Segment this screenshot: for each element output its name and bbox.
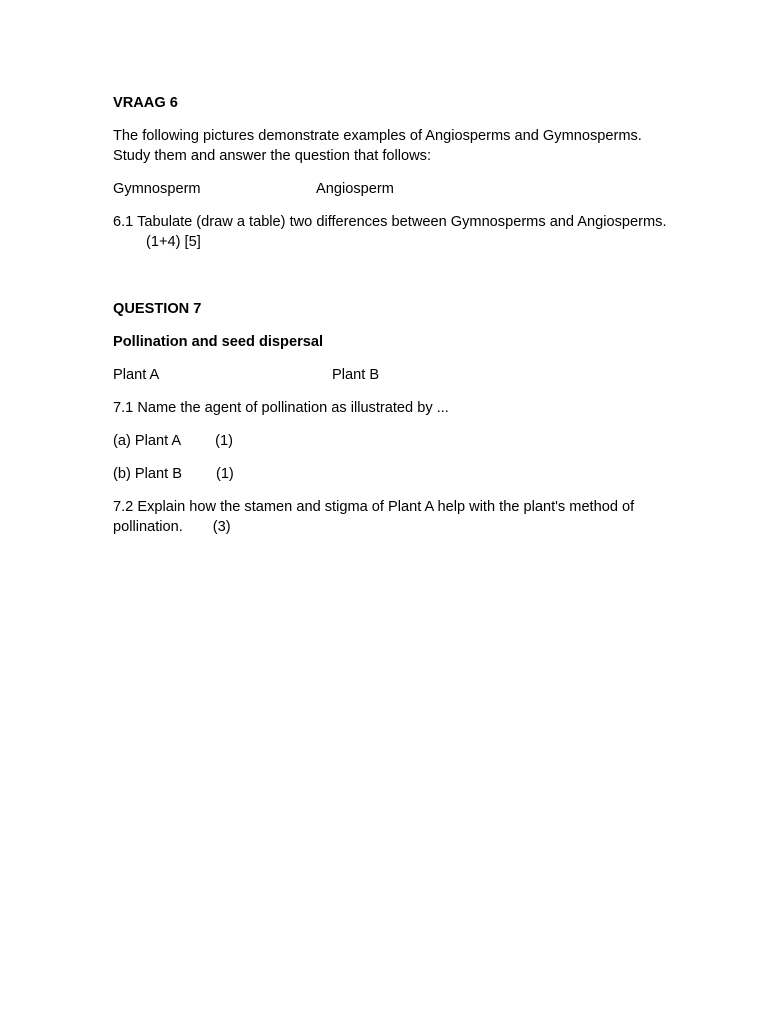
question-7-2	[113, 497, 673, 537]
question-6-1-marks: (1+4) [5]	[146, 234, 201, 250]
question-7-1-b	[113, 464, 673, 484]
question-7-1-a	[113, 431, 673, 451]
question-7-1-a-marks: (1)	[215, 433, 233, 449]
gymnosperm-label: Gymnosperm	[113, 181, 201, 197]
question-7-1: 7.1 Name the agent of pollination as illustrated by ...	[113, 400, 449, 416]
question-7-heading: QUESTION 7	[113, 301, 202, 317]
question-7-subheading: Pollination and seed dispersal	[113, 334, 324, 350]
plant-b-label: Plant B	[332, 367, 380, 383]
question-7-1-a-text: (a) Plant A	[113, 433, 182, 449]
question-7-1-b-text: (b) Plant B	[113, 466, 182, 482]
question-6-1	[113, 212, 673, 252]
question-7-2-marks: (3)	[212, 519, 231, 535]
question-6-1-text: 6.1 Tabulate (draw a table) two differences between Gymnosperms and Angiosperms.	[113, 214, 667, 230]
question-7-picture-labels	[113, 365, 673, 385]
question-6-picture-labels	[113, 179, 673, 199]
question-7-2-text: 7.2 Explain how the stamen and stigma of Plant A help with the plant's method of pollination.	[113, 499, 635, 535]
angiosperm-label: Angiosperm	[316, 181, 394, 197]
question-6-heading: VRAAG 6	[113, 95, 178, 111]
plant-a-label: Plant A	[113, 367, 160, 383]
question-7-1-b-marks: (1)	[215, 466, 234, 482]
question-6-intro: The following pictures demonstrate examples of Angiosperms and Gymnosperms. Study them and answer the question that follows:	[113, 128, 642, 164]
document-body	[113, 93, 673, 550]
